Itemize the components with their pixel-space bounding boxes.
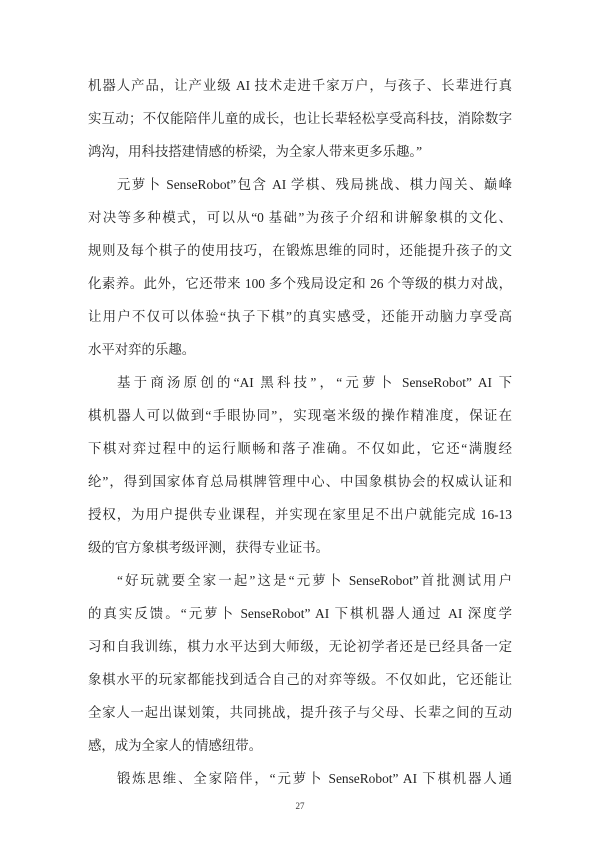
text-line: 让用户不仅可以体验“执子下棋”的真实感受，还能开动脑力享受高 [88,309,512,324]
text-line: 对决等多种模式，可以从“0 基础”为孩子介绍和讲解象棋的文化、 [88,210,512,225]
text-line: 基于商汤原创的“AI 黑科技”，“元萝卜 SenseRobot” AI 下 [117,375,512,390]
text-line: 授权，为用户提供专业课程，并实现在家里足不出户就能完成 16-13 [88,507,512,522]
paragraph [88,762,512,795]
paragraph [88,564,512,762]
paragraph [88,168,512,366]
text-line: 水平对弈的乐趣。 [88,342,196,357]
text-line: 化素养。此外，它还带来 100 多个残局设定和 26 个等级的棋力对战， [88,276,512,291]
text-line: 全家人一起出谋划策，共同挑战，提升孩子与父母、长辈之间的互动 [88,705,512,720]
text-line: 习和自我训练，棋力水平达到大师级，无论初学者还是已经具备一定 [88,639,512,654]
text-line: 纶”，得到国家体育总局棋牌管理中心、中国象棋协会的权威认证和 [88,474,512,489]
text-line: 级的官方象棋考级评测，获得专业证书。 [88,540,330,555]
text-line: 元萝卜 SenseRobot”包含 AI 学棋、残局挑战、棋力闯关、巅峰 [117,177,512,192]
paragraph [88,366,512,564]
page-number: 27 [295,801,305,811]
text-line: 下棋对弈过程中的运行顺畅和落子准确。不仅如此，它还“满腹经 [88,441,512,456]
text-line: “好玩就要全家一起”这是“元萝卜 SenseRobot”首批测试用户 [117,573,512,588]
text-line: 实互动；不仅能陪伴儿童的成长，也让长辈轻松享受高科技，消除数字 [88,111,512,126]
text-line: 机器人产品，让产业级 AI 技术走进千家万户，与孩子、长辈进行真 [88,78,512,93]
text-line: 感，成为全家人的情感纽带。 [88,738,263,753]
text-line: 的真实反馈。“元萝卜 SenseRobot” AI 下棋机器人通过 AI 深度学 [88,606,512,621]
text-line: 规则及每个棋子的使用技巧，在锻炼思维的同时，还能提升孩子的文 [88,243,512,258]
body-text [88,69,512,795]
paragraph [88,69,512,168]
text-line: 象棋水平的玩家都能找到适合自己的对弈等级。不仅如此，它还能让 [88,672,512,687]
text-line: 锻炼思维、全家陪伴，“元萝卜 SenseRobot” AI 下棋机器人通 [117,771,512,786]
text-line: 鸿沟，用科技搭建情感的桥梁，为全家人带来更多乐趣。” [88,144,423,159]
text-line: 棋机器人可以做到“手眼协同”，实现毫米级的操作精准度，保证在 [88,408,512,423]
